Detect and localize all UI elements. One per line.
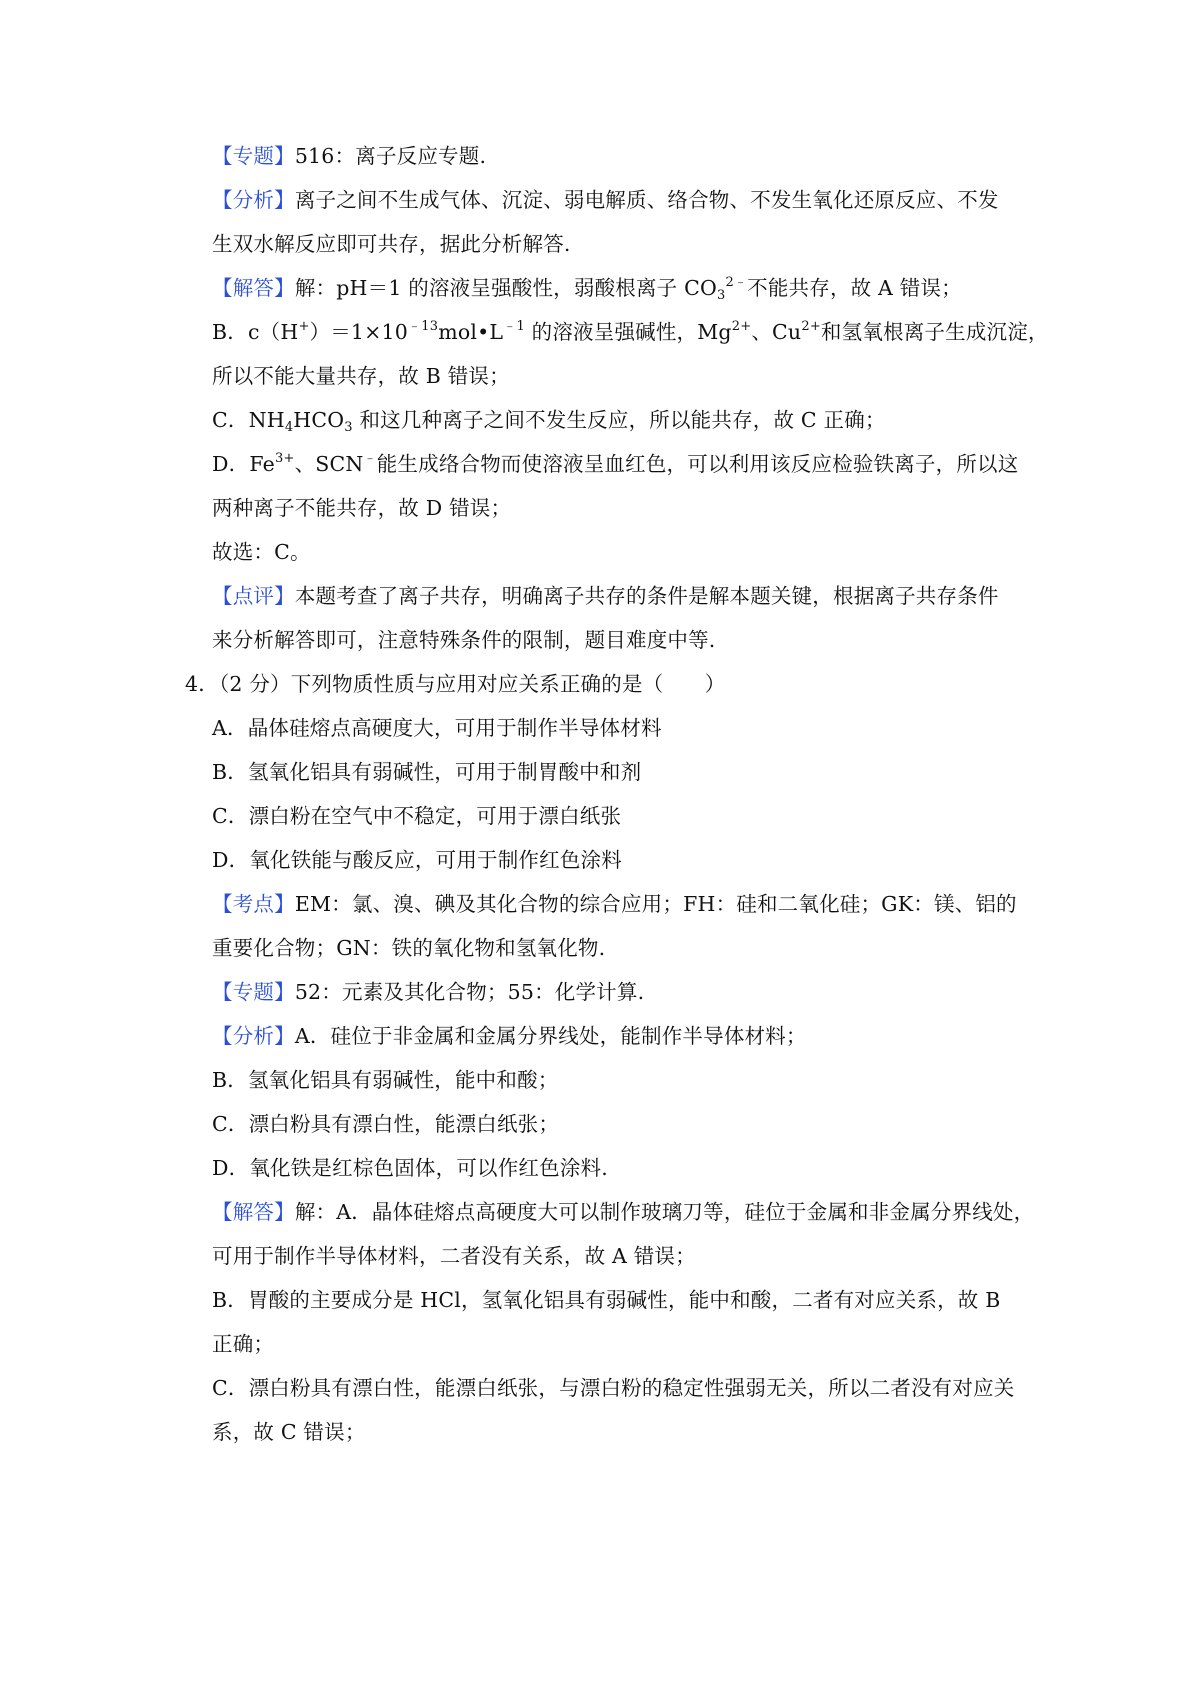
choice-b (212, 757, 641, 787)
line-answer (212, 537, 311, 567)
line-jieda-q4-6 (212, 1417, 366, 1447)
line-jieda-q4-1 (212, 1197, 1034, 1227)
line-fenxi-q4-d (212, 1153, 608, 1183)
section-tag: 【考点】 (212, 892, 295, 916)
line-text: 系，故 C 错误； (212, 1420, 366, 1444)
superscript: ﹣ (363, 451, 377, 466)
line-text: 的溶液呈强碱性，Mg (524, 320, 732, 344)
superscript: + (298, 319, 310, 334)
line-text: 、Cu (751, 320, 802, 344)
line-text: C．漂白粉具有漂白性，能漂白纸张，与漂白粉的稳定性强弱无关，所以二者没有对应关 (212, 1376, 1015, 1400)
line-text: 4．（2 分）下列物质性质与应用对应关系正确的是（ ） (185, 672, 726, 696)
line-text: B．氢氧化铝具有弱碱性，可用于制胃酸中和剂 (212, 760, 642, 784)
superscript: 2﹣ (725, 275, 748, 290)
line-text: 和这几种离子之间不发生反应，所以能共存，故 C 正确； (352, 408, 886, 432)
line-fenxi-q4-a (212, 1021, 807, 1051)
line-text: C．漂白粉具有漂白性，能漂白纸张； (212, 1112, 560, 1136)
line-fenxi-2 (212, 229, 571, 259)
line-text: 重要化合物；GN：铁的氧化物和氢氧化物. (212, 936, 606, 960)
line-text: 生双水解反应即可共存，据此分析解答. (212, 232, 571, 256)
line-text: B．c（H (212, 320, 299, 344)
line-zhuanti-1 (212, 141, 486, 171)
section-tag: 【点评】 (212, 584, 295, 608)
line-text: 能生成络合物而使溶液呈血红色，可以利用该反应检验铁离子，所以这 (376, 452, 1019, 476)
section-tag: 【专题】 (212, 144, 295, 168)
superscript: 3+ (274, 451, 295, 466)
line-option-d-cont (212, 493, 511, 523)
line-fenxi-q4-c (212, 1109, 559, 1139)
line-kaodian-1 (212, 889, 1017, 919)
line-dianping-2 (212, 625, 716, 655)
line-text: B．胃酸的主要成分是 HCl，氢氧化铝具有弱碱性，能中和酸，二者有对应关系，故 B (212, 1288, 1001, 1312)
line-text: 可用于制作半导体材料，二者没有关系，故 A 错误； (212, 1244, 696, 1268)
superscript: 2+ (731, 319, 752, 334)
line-text: D．氧化铁是红棕色固体，可以作红色涂料. (212, 1156, 608, 1180)
line-text: EM：氯、溴、碘及其化合物的综合应用；FH：硅和二氧化硅；GK：镁、铝的 (294, 892, 1017, 916)
line-text: A．硅位于非金属和金属分界线处，能制作半导体材料； (294, 1024, 807, 1048)
line-kaodian-2 (212, 933, 605, 963)
line-text: C．NH (212, 408, 285, 432)
choice-a (212, 713, 662, 743)
choice-c (212, 801, 621, 831)
section-tag: 【解答】 (212, 1200, 295, 1224)
section-tag: 【分析】 (212, 1024, 295, 1048)
line-text: 两种离子不能共存，故 D 错误； (212, 496, 512, 520)
question-4-stem (185, 669, 725, 699)
section-tag: 【专题】 (212, 980, 295, 1004)
line-dianping-1 (212, 581, 999, 611)
line-fenxi-1 (212, 185, 999, 215)
line-option-b-cont (212, 361, 510, 391)
subscript: 4 (284, 420, 294, 435)
line-text: C．漂白粉在空气中不稳定，可用于漂白纸张 (212, 804, 622, 828)
line-text: 本题考查了离子共存，明确离子共存的条件是解本题关键，根据离子共存条件 (294, 584, 999, 608)
line-option-b-analysis (212, 317, 1049, 347)
section-tag: 【解答】 (212, 276, 295, 300)
superscript: ﹣1 (503, 319, 525, 334)
line-text: B．氢氧化铝具有弱碱性，能中和酸； (212, 1068, 559, 1092)
line-text: 解：A．晶体硅熔点高硬度大可以制作玻璃刀等，硅位于金属和非金属分界线处， (294, 1200, 1035, 1224)
section-tag: 【分析】 (212, 188, 295, 212)
subscript: 3 (716, 288, 726, 303)
line-text: HCO (293, 408, 345, 432)
line-text: 52：元素及其化合物；55：化学计算. (294, 980, 645, 1004)
line-text: D．氧化铁能与酸反应，可用于制作红色涂料 (212, 848, 622, 872)
line-text: 正确； (212, 1332, 275, 1356)
line-text: ）＝1×10 (309, 320, 409, 344)
line-text: 所以不能大量共存，故 B 错误； (212, 364, 510, 388)
superscript: 2+ (801, 319, 821, 334)
line-text: D．Fe (212, 452, 275, 476)
line-text: 不能共存，故 A 错误； (747, 276, 962, 300)
line-option-c-analysis (212, 405, 886, 435)
line-option-d-analysis (212, 449, 1018, 479)
line-jieda-q4-2 (212, 1241, 696, 1271)
line-text: 和氢氧根离子生成沉淀， (820, 320, 1049, 344)
line-fenxi-q4-b (212, 1065, 558, 1095)
line-text: 离子之间不生成气体、沉淀、弱电解质、络合物、不发生氧化还原反应、不发 (294, 188, 999, 212)
line-jieda-1 (212, 273, 962, 303)
line-text: 故选：C。 (212, 540, 311, 564)
line-text: mol•L (438, 320, 504, 344)
line-text: A．晶体硅熔点高硬度大，可用于制作半导体材料 (212, 716, 662, 740)
subscript: 3 (344, 420, 353, 435)
superscript: ﹣13 (408, 319, 439, 334)
line-jieda-q4-5 (212, 1373, 1014, 1403)
choice-d (212, 845, 622, 875)
line-text: 解：pH＝1 的溶液呈强酸性，弱酸根离子 CO (294, 276, 717, 300)
line-text: 、SCN (294, 452, 364, 476)
line-jieda-q4-4 (212, 1329, 274, 1359)
line-zhuanti-2 (212, 977, 644, 1007)
line-text: 516：离子反应专题. (294, 144, 487, 168)
line-text: 来分析解答即可，注意特殊条件的限制，题目难度中等. (212, 628, 716, 652)
line-jieda-q4-3 (212, 1285, 1000, 1315)
